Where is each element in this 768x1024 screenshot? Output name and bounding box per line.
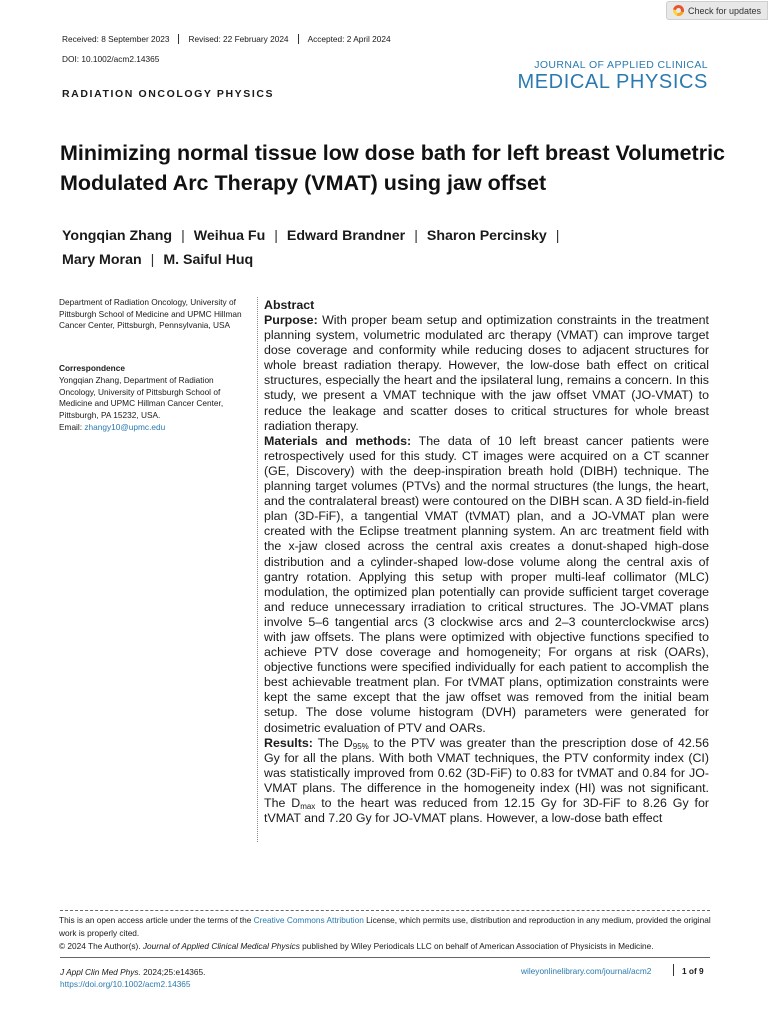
- license-pre: This is an open access article under the terms of the: [59, 915, 254, 925]
- check-for-updates-badge[interactable]: [666, 1, 768, 20]
- author[interactable]: Mary Moran: [62, 252, 142, 268]
- copyright-post: published by Wiley Periodicals LLC on behalf of American Association of Physicists in Medicine.: [299, 941, 654, 951]
- doi-link[interactable]: https://doi.org/10.1002/acm2.14365: [60, 979, 191, 989]
- section-label: RADIATION ONCOLOGY PHYSICS: [62, 88, 275, 100]
- results-subscript: 95%: [352, 741, 369, 751]
- author[interactable]: Sharon Percinsky: [426, 228, 547, 244]
- copyright-journal: Journal of Applied Clinical Medical Physics: [142, 941, 300, 951]
- crossmark-icon: [673, 5, 684, 16]
- author-separator: |: [414, 228, 418, 244]
- column-divider: [257, 297, 258, 842]
- accepted-date: Accepted: 2 April 2024: [298, 34, 400, 44]
- license-post: License, which permits use, distribution and reproduction in any medium, provided the original work is properly cited.: [59, 915, 711, 938]
- email-label: Email:: [59, 421, 83, 432]
- journal-logo-line1: JOURNAL OF APPLIED CLINICAL: [534, 59, 708, 71]
- journal-website-link[interactable]: wileyonlinelibrary.com/journal/acm2: [521, 966, 652, 976]
- results-label: Results:: [264, 735, 313, 750]
- journal-logo-line2: MEDICAL PHYSICS: [517, 71, 708, 93]
- abstract-heading: Abstract: [264, 298, 315, 312]
- methods-text: The data of 10 left breast cancer patients were retrospectively used for this study. CT images were acquired on a CT scanner (GE, Discovery) with the deep-inspiration breath hold (DIBH) technique. The planning target volumes (PTVs) and the normal structures (the lungs, the heart, and the contralateral breast) were contoured on the DIBH scan. A 3D field-in-field plan (3D-FiF), a tangential VMAT (tVMAT) plan, and a JO-VMAT plan were created with the Eclipse treatment planning system. An arc treatment field with the x-jaw closed across the central axis creates a donut-shaped high-dose distribution and a cylinder-shaped low-dose volume along the central axis of gantry rotation. Applying this setup with proper multi-leaf collimator (MLC) modulation, the optimized plan potentially can provide sufficient target coverage and reduce unnecessary irradiation to critical structures. The JO-VMAT plans involve 5–6 tangential arcs (3 clockwise arcs and 2–3 counterclockwise arcs) with jaw offsets. The plans were optimized with objective functions specified to achieve PTV dose coverage and homogeneity; For organs at risk (OARs), objective functions were specified individually for each patient to accomplish the best achievable treatment plan. For tVMAT plans, optimization constraints were kept the same except that the jaw offset was removed from the initial beam setup. The dose volume histogram (DVH) parameters were generated for dosimetric evaluation of PTV and OARs.: [264, 433, 710, 735]
- results-subscript: max: [300, 802, 316, 811]
- author-separator: |: [150, 252, 155, 268]
- abstract-methods: [264, 434, 709, 736]
- author-separator: |: [555, 228, 560, 244]
- correspondence: [59, 375, 247, 434]
- footer-rule: [60, 957, 710, 958]
- page-number: 1 of 9: [682, 966, 704, 976]
- abstract-body: [264, 313, 709, 826]
- article-title: Minimizing normal tissue low dose bath for left breast Volumetric Modulated Arc Therapy (VMAT) using jaw offset: [60, 141, 725, 195]
- author-separator: |: [181, 228, 185, 244]
- author[interactable]: M. Saiful Huq: [163, 252, 254, 268]
- doi: DOI: 10.1002/acm2.14365: [62, 54, 160, 64]
- check-for-updates-label: Check for updates: [688, 5, 762, 16]
- license-notice: [59, 914, 719, 953]
- purpose-text: With proper beam setup and optimization constraints in the treatment planning system, volumetric modulated arc therapy (VMAT) can improve target dose coverage and conformity while reducing doses to adjacent structures for whole breast radiation therapy. However, the low-dose bath effect on critical structures, especially the heart and the ipsilateral lung, remains a concern. In this study, we present a VMAT technique with the jaw offset VMAT (JO-VMAT) to reduce the leakage and scatter doses to critical structures for whole breast radiation therapy.: [264, 313, 709, 433]
- author[interactable]: Edward Brandner: [286, 228, 406, 244]
- author-list: [62, 224, 722, 272]
- license-link[interactable]: Creative Commons Attribution: [253, 915, 364, 925]
- results-text: to the heart was reduced from 12.15 Gy for 3D-FiF to 8.26 Gy for tVMAT and 7.20 Gy for JO-VMAT plans. However, a low-dose bath effect: [264, 796, 709, 826]
- purpose-label: Purpose:: [264, 313, 318, 327]
- methods-label: Materials and methods:: [264, 433, 412, 448]
- article-dates: [62, 34, 400, 44]
- revised-date: Revised: 22 February 2024: [178, 34, 297, 44]
- copyright-pre: © 2024 The Author(s).: [59, 941, 143, 951]
- footer-divider: [60, 910, 710, 911]
- abstract-purpose: [264, 313, 709, 434]
- author-separator: |: [274, 228, 278, 244]
- correspondence-heading: Correspondence: [59, 363, 125, 373]
- author[interactable]: Yongqian Zhang: [62, 228, 173, 244]
- results-text: to the PTV was greater than the prescription dose of 42.56 Gy for all the plans. With both VMAT techniques, the PTV conformity index (CI) was statistically improved from 0.62 (3D-FiF) to 0.83 for tVMAT and 0.84 for JO-VMAT plans. The difference in the homogeneity index (HI) was not significant. The D: [264, 735, 710, 810]
- citation-journal: J Appl Clin Med Phys.: [60, 967, 141, 977]
- email-link[interactable]: zhangy10@upmc.edu: [84, 421, 166, 432]
- citation-volume: 2024;25:e14365.: [140, 967, 206, 977]
- received-date: Received: 8 September 2023: [62, 34, 170, 44]
- author[interactable]: Weihua Fu: [193, 228, 266, 244]
- affiliation: Department of Radiation Oncology, University of Pittsburgh School of Medicine and UPMC Hillman Cancer Center, Pittsburgh, Pennsylvania, USA: [59, 297, 242, 331]
- abstract-results: [264, 736, 709, 827]
- correspondence-body: Yongqian Zhang, Department of Radiation Oncology, University of Pittsburgh School of Medicine and UPMC Hillman Cancer Center, Pittsburgh, PA 15232, USA.: [59, 375, 224, 421]
- results-text: The D: [317, 735, 353, 750]
- journal-logo: [517, 59, 708, 93]
- footer-separator: [673, 964, 674, 976]
- citation: [60, 966, 205, 990]
